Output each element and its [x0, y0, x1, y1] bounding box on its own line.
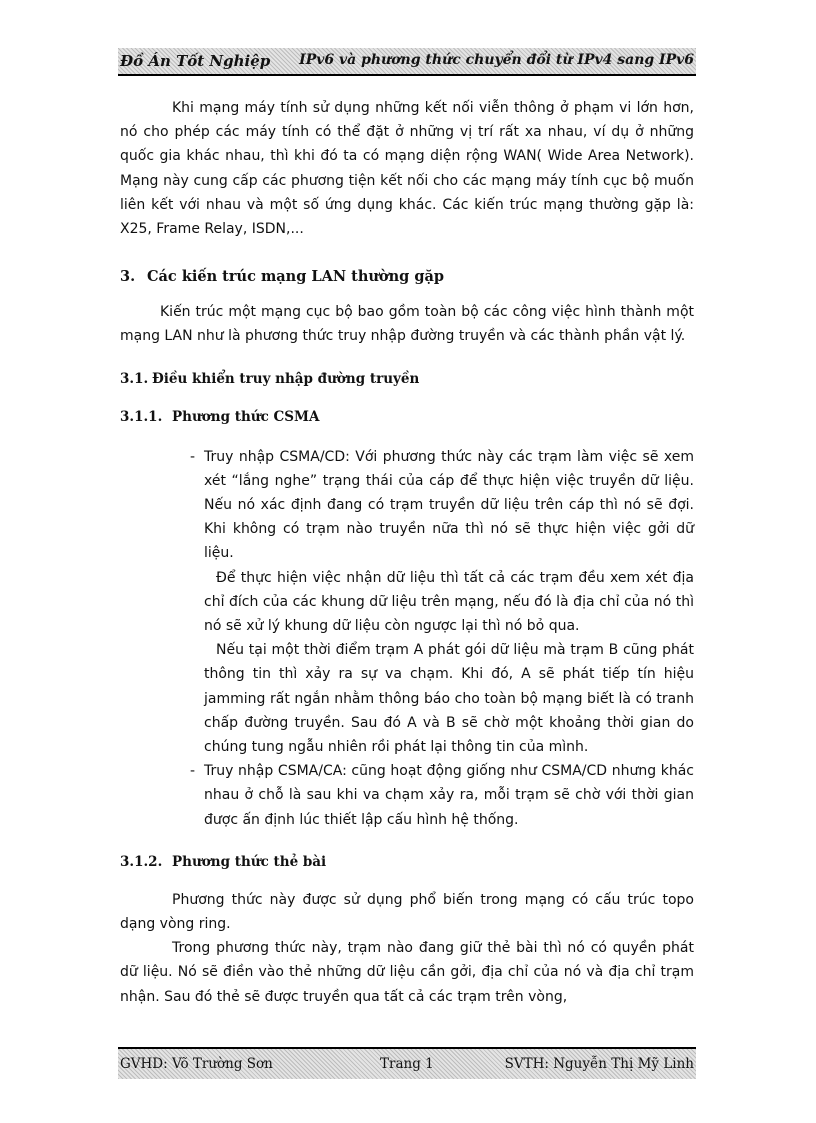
page-header [118, 48, 696, 76]
heading-section-3-1-title: Điều khiển truy nhập đường truyền [152, 370, 420, 387]
heading-section-3 [120, 268, 694, 285]
paragraph-token-1: Phương thức này được sử dụng phổ biến trong mạng có cấu trúc topo dạng vòng ring. [120, 891, 694, 933]
list-item-csma-ca [190, 759, 694, 832]
page-content [120, 96, 694, 1009]
heading-section-3-number: 3. [120, 268, 136, 286]
heading-section-3-1-2 [120, 854, 694, 870]
paragraph-wan: Khi mạng máy tính sử dụng những kết nối viễn thông ở phạm vi lớn hơn, nó cho phép các máy tính có thể đặt ở những vị trí rất xa nhau, ví dụ ở những quốc gia khác nhau, thì khi đó ta có mạng diện rộng WAN( Wide Area Network). Mạng này cung cấp các phương tiện kết nối cho các mạng máy tính cục bộ muốn liên kết với nhau và một số ứng dụng khác. Các kiến trúc mạng thường gặp là: X25, Frame Relay, ISDN,... [120, 100, 694, 238]
csma-list [120, 445, 694, 832]
heading-section-3-1-1-number: 3.1.1. [120, 408, 163, 425]
heading-section-3-1-2-number: 3.1.2. [120, 853, 163, 870]
paragraph-csma-receive: Để thực hiện việc nhận dữ liệu thì tất cả các trạm đều xem xét địa chỉ đích của các khung dữ liệu trên mạng, nếu đó là địa chỉ của nó thì nó sẽ xử lý khung dữ liệu còn ngược lại thì nó bỏ qua. [204, 569, 694, 635]
footer-student: SVTH: Nguyễn Thị Mỹ Linh [504, 1056, 694, 1072]
heading-section-3-1-1 [120, 409, 694, 425]
list-dash: - [190, 763, 196, 780]
footer-supervisor: GVHD: Võ Trường Sơn [120, 1056, 273, 1072]
heading-section-3-1-1-title: Phương thức CSMA [172, 408, 320, 425]
list-item-csma-cd-text: Truy nhập CSMA/CD: Với phương thức này các trạm làm việc sẽ xem xét “lắng nghe” trạng thái của cáp để thực hiện việc truyền dữ liệu. Nếu nó xác định đang có trạm truyền dữ liệu trên cáp thì nó sẽ đợi. Khi không có trạm nào truyền nữa thì nó sẽ thực hiện việc gởi dữ liệu. [204, 448, 694, 562]
heading-section-3-1 [120, 371, 694, 387]
paragraph-section-3-intro: Kiến trúc một mạng cục bộ bao gồm toàn bộ các công việc hình thành một mạng LAN như là phương thức truy nhập đường truyền và các thành phần vật lý. [120, 304, 694, 345]
paragraph-csma-collision: Nếu tại một thời điểm trạm A phát gói dữ liệu mà trạm B cũng phát thông tin thì xảy ra sự va chạm. Khi đó, A sẽ phát tiếp tín hiệu jamming rất ngắn nhằm thông báo cho toàn bộ mạng biết là có tranh chấp đường truyền. Sau đó A và B sẽ chờ một khoảng thời gian do chúng tung ngẫu nhiên rồi phát lại thông tin của mình. [204, 642, 694, 756]
page-footer [118, 1047, 696, 1079]
list-dash: - [190, 448, 196, 465]
heading-section-3-1-2-title: Phương thức thẻ bài [172, 853, 327, 870]
footer-page-number: Trang 1 [380, 1056, 434, 1072]
paragraph-token-2: Trong phương thức này, trạm nào đang giữ thẻ bài thì nó có quyền phát dữ liệu. Nó sẽ điền vào thẻ những dữ liệu cần gởi, địa chỉ của nó và địa chỉ trạm nhận. Sau đó thẻ sẽ được truyền qua tất cả các trạm trên vòng, [120, 940, 694, 1005]
heading-section-3-1-number: 3.1. [120, 370, 149, 387]
list-item-csma-ca-text: Truy nhập CSMA/CA: cũng hoạt động giống như CSMA/CD nhưng khác nhau ở chỗ là sau khi va chạm xảy ra, mỗi trạm sẽ chờ với thời gian được ấn định lúc thiết lập cấu hình hệ thống. [204, 763, 694, 828]
header-thesis-title: IPv6 và phương thức chuyển đổi từ IPv4 sang IPv6 [299, 52, 694, 68]
header-thesis-label: Đồ Án Tốt Nghiệp [120, 52, 271, 70]
heading-section-3-title: Các kiến trúc mạng LAN thường gặp [147, 268, 445, 286]
list-item-csma-cd [190, 445, 694, 566]
